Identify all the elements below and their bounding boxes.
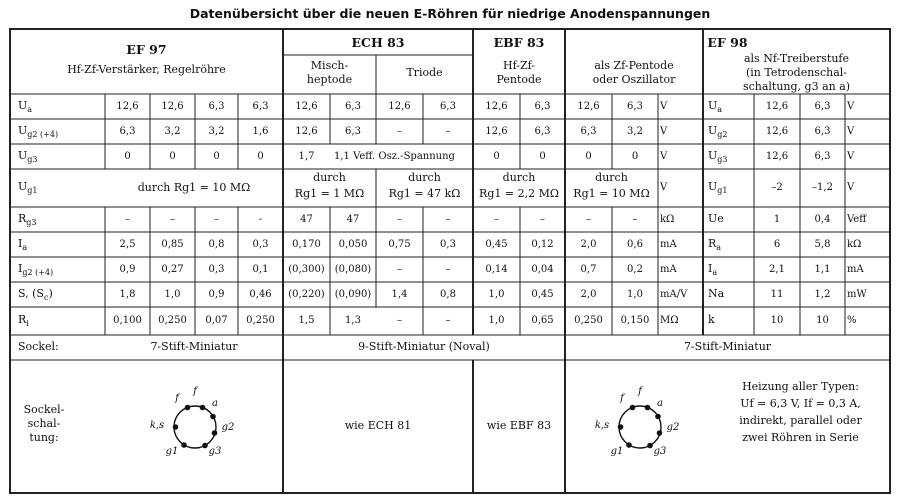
table-cell: 0,12	[531, 238, 554, 250]
header-ef98-sub-2: oder Oszillator	[592, 73, 676, 86]
pin-label-a: a	[657, 398, 663, 409]
table-cell: 6,3	[208, 100, 225, 112]
sockel-ef97: 7-Stift-Miniatur	[150, 340, 238, 353]
table-cell: 1,1	[814, 263, 831, 275]
table-cell: V	[660, 182, 668, 193]
nf-row-label-sub: g2	[717, 129, 728, 139]
table-cell: V	[660, 125, 668, 137]
row-label-sub: g2 (+4)	[27, 129, 59, 139]
header-ech83: ECH 83	[351, 35, 405, 50]
ug1-ech-t-durch: durch	[408, 171, 441, 184]
table-cell: 0,1	[252, 263, 269, 275]
table-cell: –	[397, 263, 402, 275]
table-cell: 0	[169, 150, 176, 162]
table-cell: 12,6	[295, 100, 318, 112]
table-cell: 0,14	[485, 263, 508, 275]
table-cell: 6,3	[627, 100, 643, 112]
nf-row-label: Ue	[708, 211, 724, 225]
row-label: $U_{g2 (+4)}$	[18, 123, 59, 139]
table-cell: mA	[847, 263, 864, 275]
table-cell: 12,6	[116, 100, 139, 112]
table-cell: –	[586, 213, 591, 225]
table-cell: 0,46	[249, 288, 272, 300]
table-cell: Veff	[847, 213, 867, 225]
table-cell: 12,6	[485, 100, 508, 112]
pin-diagram-ef98	[618, 405, 663, 449]
nf-row-label: Na	[708, 286, 725, 300]
table-cell: 0,250	[574, 315, 603, 326]
table-cell: 1,2	[814, 288, 831, 300]
table-cell: 6,3	[345, 125, 361, 137]
table-cell: 0,050	[338, 238, 368, 250]
table-cell: 5,8	[814, 238, 831, 250]
pin-label-ks: k,s	[149, 420, 165, 431]
heizung-1: Heizung aller Typen:	[742, 380, 859, 393]
pin-label-g1: g1	[165, 446, 179, 457]
sockelschaltung-1: Sockel-	[23, 403, 65, 416]
nf-row-label: $U_{g1}$	[708, 180, 728, 196]
header-misch-2: heptode	[306, 73, 353, 86]
table-cell: 0,250	[246, 315, 275, 326]
table-cell: 1,7	[298, 150, 315, 162]
table-cell: 12,6	[765, 125, 789, 137]
table-cell: (0,090)	[334, 288, 372, 300]
nf-row-label: $U_a$	[708, 98, 723, 114]
table-cell: 0,9	[208, 288, 225, 300]
table-cell: 0	[585, 150, 592, 162]
table-cell: (0,300)	[288, 263, 325, 275]
table-cell: 0,6	[627, 238, 643, 250]
table-cell: 6,3	[534, 125, 551, 137]
nf-row-label-sub: a	[717, 104, 723, 114]
pin-label-a: a	[212, 398, 218, 409]
row-label-sub: g1	[27, 186, 38, 196]
table-cell: 12,6	[485, 125, 508, 137]
sockelschaltung-ech: wie ECH 81	[344, 419, 412, 432]
table-cell: 0	[539, 150, 546, 162]
sockel-noval: 9-Stift-Miniatur (Noval)	[358, 340, 490, 353]
nf-row-label-sub: a	[712, 267, 718, 277]
row-label: S, $(S_c)$	[18, 286, 53, 302]
table-cell: –	[494, 213, 499, 225]
table-cell: –	[397, 213, 402, 225]
table-cell: 12,6	[388, 100, 411, 112]
table-cell: 0,7	[580, 263, 597, 275]
table-cell: 0,8	[440, 288, 456, 300]
table-cell: 0,45	[531, 288, 554, 300]
table-cell: –	[214, 213, 219, 225]
table-cell: 0,45	[485, 238, 508, 250]
table-cell: (0,080)	[334, 263, 372, 275]
row-label-sub: g3	[26, 217, 37, 227]
row-label: $U_a$	[18, 98, 33, 114]
table-cell: kΩ	[660, 213, 675, 225]
table-cell: 0	[257, 150, 264, 162]
table-cell: 1,1 Veff. Osz.-Spannung	[334, 150, 455, 162]
table-cell: –	[445, 263, 451, 275]
pin-label-g1: g1	[610, 446, 624, 457]
ug1-ebf: Rg1 = 2,2 MΩ	[479, 187, 559, 200]
table-cell: 0,8	[208, 238, 225, 250]
table-cell: –	[397, 315, 402, 326]
header-nf-2: (in Tetrodenschal-	[745, 66, 847, 79]
table-cell: 0,250	[158, 315, 187, 326]
table-cell: %	[847, 315, 857, 326]
ug1-ebf-durch: durch	[502, 171, 536, 184]
heizung-4: zwei Röhren in Serie	[742, 431, 859, 444]
table-cell: mA	[660, 238, 677, 250]
pin-label-g3: g3	[653, 446, 667, 457]
nf-row-label: $R_a$	[708, 236, 722, 252]
header-ebf-sub-1: Hf-Zf-	[502, 59, 536, 72]
nf-row-label: $I_a$	[708, 261, 718, 277]
table-cell: 2,5	[119, 238, 136, 250]
table-cell: 1,8	[119, 288, 136, 300]
ug1-ech-t: Rg1 = 47 kΩ	[388, 187, 461, 200]
pin-label-f1: f	[175, 393, 179, 404]
table-cell: –	[632, 213, 638, 225]
header-ebf-sub-2: Pentode	[496, 73, 542, 86]
table-cell: 6,3	[814, 100, 831, 112]
pin-diagram-ef97	[173, 405, 218, 449]
header-nf-3: schaltung, g3 an a)	[742, 80, 851, 93]
nf-row-label: k	[708, 313, 715, 326]
table-cell: V	[847, 182, 855, 193]
nf-row-label-sub: g1	[717, 186, 728, 196]
row-label-sub: g2 (+4)	[22, 267, 54, 277]
table-cell: 0,2	[627, 263, 643, 275]
header-ebf83: EBF 83	[493, 35, 545, 50]
table-cell: V	[847, 125, 855, 137]
table-cell: 0,3	[208, 263, 225, 275]
table-cell: 12,6	[161, 100, 184, 112]
table-cell: 0,07	[205, 315, 228, 326]
table-cell: 6,3	[814, 150, 831, 162]
pin-label-f2: f	[638, 386, 642, 397]
row-label-sub: g3	[27, 154, 38, 164]
row-label-sub: i	[26, 319, 29, 329]
header-ef98: EF 98	[707, 35, 748, 50]
table-cell: 12,6	[765, 100, 789, 112]
sockel-label: Sockel:	[18, 340, 59, 353]
header-ef98-sub-1: als Zf-Pentode	[594, 59, 674, 72]
table-cell: 0	[124, 150, 131, 162]
table-cell: mW	[847, 288, 867, 300]
pin-label-g2: g2	[666, 422, 680, 433]
table-cell: 10	[816, 315, 829, 326]
header-ef97-sub: Hf-Zf-Verstärker, Regelröhre	[67, 63, 226, 76]
table-cell: 6,3	[534, 100, 551, 112]
ug1-ech-m-durch: durch	[313, 171, 346, 184]
row-label-sub: c	[43, 292, 49, 302]
pin-label-g2: g2	[221, 422, 235, 433]
table-cell: mA/V	[660, 288, 688, 300]
table-cell: 12,6	[765, 150, 789, 162]
table-cell: 0,3	[252, 238, 269, 250]
table-cell: 47	[346, 213, 360, 225]
table-cell: 6,3	[814, 125, 831, 137]
sockelschaltung-3: tung:	[29, 431, 59, 444]
table-cell: 1,0	[488, 315, 505, 326]
pin-label-g3: g3	[208, 446, 222, 457]
table-cell: kΩ	[847, 238, 862, 250]
table-cell: 11	[770, 288, 784, 300]
nf-row-label: $U_{g2}$	[708, 123, 728, 139]
table-cell: 12,6	[577, 100, 600, 112]
nf-row-label-sub: a	[716, 242, 722, 252]
table-cell: 0,170	[292, 238, 321, 250]
table-cell: 6,3	[252, 100, 269, 112]
row-label: $R_{g3}$	[18, 211, 37, 227]
table-cell: –	[125, 213, 130, 225]
table-cell: 0	[213, 150, 220, 162]
table-cell: 6	[773, 238, 781, 250]
table-cell: 2,1	[769, 263, 785, 275]
row-label: $U_{g1}$	[18, 180, 38, 196]
header-misch-1: Misch-	[310, 59, 349, 72]
table-cell: 1,4	[391, 288, 408, 300]
ug1-ech-m: Rg1 = 1 MΩ	[294, 187, 365, 200]
row-label: $I_{g2 (+4)}$	[18, 261, 54, 277]
table-cell: 6,3	[119, 125, 136, 137]
table-cell: V	[660, 100, 668, 112]
pin-label-f1: f	[620, 393, 624, 404]
table-cell: 0,100	[113, 315, 142, 326]
table-cell: 1,0	[627, 288, 643, 300]
table-cell: 0	[631, 150, 639, 162]
table-cell: MΩ	[660, 315, 679, 326]
ug1-ef97: durch Rg1 = 10 MΩ	[137, 181, 251, 194]
pin-label-ks: k,s	[594, 420, 610, 431]
heizung-3: indirekt, parallel oder	[739, 414, 862, 427]
table-cell: 0,27	[161, 263, 184, 275]
table-cell: 2,0	[580, 288, 597, 300]
header-ef97: EF 97	[126, 42, 167, 57]
table-cell: mA	[660, 263, 677, 275]
table-cell: 1,5	[298, 315, 315, 326]
table-cell: 10	[770, 315, 784, 326]
table-cell: 3,2	[164, 125, 181, 137]
table-cell: 0,9	[119, 263, 136, 275]
table-cell: –	[445, 125, 451, 137]
sockelschaltung-ebf: wie EBF 83	[486, 419, 552, 432]
table-cell: –	[445, 213, 451, 225]
table-cell: V	[660, 150, 668, 162]
table-cell: 0,85	[161, 238, 184, 250]
table-cell: 3,2	[208, 125, 225, 137]
table-cell: 0	[493, 150, 500, 162]
table-cell: 0,75	[388, 238, 411, 250]
table-cell: 47	[300, 213, 313, 225]
table-cell: 1,6	[252, 125, 269, 137]
row-label: $I_a$	[18, 236, 28, 252]
table-cell: V	[847, 100, 855, 112]
row-label-sub: a	[22, 242, 28, 252]
table-cell: 0,65	[531, 315, 554, 326]
table-cell: 6,3	[440, 100, 456, 112]
header-nf-1: als Nf-Treiberstufe	[743, 52, 849, 65]
row-label: $R_i$	[18, 313, 29, 329]
header-triode: Triode	[406, 66, 443, 79]
table-cell: 1,0	[164, 288, 181, 300]
sockel-ef98: 7-Stift-Miniatur	[683, 340, 772, 353]
table-cell: 6,3	[345, 100, 361, 112]
table-cell: 6,3	[580, 125, 597, 137]
ug1-ef98-durch: durch	[595, 171, 628, 184]
table-cell: –	[540, 213, 545, 225]
table-cell: –	[445, 315, 451, 326]
page-title: Datenübersicht über die neuen E-Röhren für niedrige Anodenspannungen	[189, 6, 711, 21]
ug1-ef98: Rg1 = 10 MΩ	[573, 187, 650, 200]
table-cell: 0,04	[531, 263, 554, 275]
nf-row-label: $U_{g3}$	[708, 148, 728, 164]
nf-row-label-sub: g3	[717, 154, 728, 164]
table-cell: V	[847, 150, 855, 162]
table-cell: 12,6	[295, 125, 318, 137]
table-cell: 1,0	[488, 288, 505, 300]
table-cell: (0,220)	[288, 288, 325, 300]
table-cell: 3,2	[627, 125, 643, 137]
table-cell: –2	[771, 182, 783, 193]
table-cell: –1,2	[812, 182, 833, 193]
table-cell: 1,3	[345, 315, 361, 326]
row-label-sub: a	[27, 104, 33, 114]
table-cell: 2,0	[580, 238, 597, 250]
row-label: $U_{g3}$	[18, 148, 38, 164]
table-cell: -	[258, 213, 263, 225]
table-cell: –	[170, 213, 175, 225]
pin-label-f2: f	[193, 386, 197, 397]
sockelschaltung-2: schal-	[27, 417, 61, 430]
table-cell: 0,4	[814, 213, 831, 225]
table-cell: 1	[773, 213, 781, 225]
table-cell: –	[397, 125, 402, 137]
table-cell: 0,150	[620, 315, 650, 326]
heizung-2: Uf = 6,3 V, If = 0,3 A,	[740, 397, 861, 410]
table-cell: 0,3	[440, 238, 456, 250]
